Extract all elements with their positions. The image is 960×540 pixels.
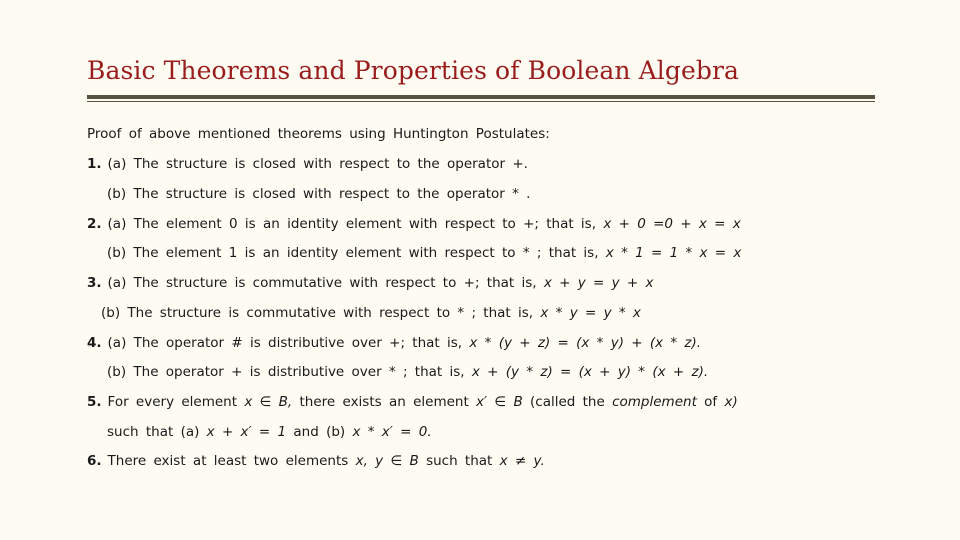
postulate-6 bbox=[87, 453, 545, 469]
postulate-text: and (b) bbox=[286, 424, 353, 440]
postulate-text: (b) The structure is closed with respect to the operator * . bbox=[107, 186, 531, 202]
postulate-5-line2 bbox=[107, 424, 432, 440]
postulate-text: (b) The structure is commutative with respect to * ; that is, bbox=[101, 305, 541, 321]
intro-text: Proof of above mentioned theorems using Huntington Postulates: bbox=[87, 126, 550, 142]
postulate-4b bbox=[107, 364, 708, 380]
postulate-text: (a) The structure is commutative with respect to +; that is, bbox=[107, 275, 544, 291]
postulate-number: 4. bbox=[87, 335, 102, 351]
postulate-text: For every element bbox=[107, 394, 245, 410]
math-expression: x * x′ = 0. bbox=[352, 424, 432, 440]
postulate-number: 5. bbox=[87, 394, 102, 410]
postulate-3a bbox=[87, 275, 654, 291]
postulate-1b bbox=[107, 186, 530, 202]
math-expression: x + x′ = 1 bbox=[206, 424, 287, 440]
math-expression: x, y ∈ B bbox=[355, 453, 419, 469]
emphasis-term: complement bbox=[612, 394, 697, 410]
postulate-text: (called the bbox=[522, 394, 613, 410]
postulate-text: such that bbox=[418, 453, 500, 469]
postulate-4a bbox=[87, 335, 701, 351]
postulate-text: of bbox=[696, 394, 725, 410]
postulate-text: there exists an element bbox=[292, 394, 477, 410]
postulate-text: (a) The operator # is distributive over +; that is, bbox=[107, 335, 470, 351]
postulate-1a bbox=[87, 156, 528, 172]
postulate-text: (b) The operator + is distributive over * ; that is, bbox=[107, 364, 472, 380]
math-expression: x * y = y * x bbox=[540, 305, 641, 321]
math-expression: x) bbox=[724, 394, 738, 410]
postulate-2a bbox=[87, 216, 741, 232]
math-expression: x′ ∈ B bbox=[476, 394, 523, 410]
math-expression: x + 0 =0 + x = x bbox=[603, 216, 741, 232]
math-expression: x * 1 = 1 * x = x bbox=[605, 245, 742, 261]
postulate-2b bbox=[107, 245, 741, 261]
math-expression: x ∈ B, bbox=[244, 394, 293, 410]
postulate-number: 6. bbox=[87, 453, 102, 469]
postulate-number: 2. bbox=[87, 216, 102, 232]
math-expression: x + y = y + x bbox=[543, 275, 654, 291]
postulate-text: (b) The element 1 is an identity element with respect to * ; that is, bbox=[107, 245, 606, 261]
postulate-text: (a) The element 0 is an identity element with respect to +; that is, bbox=[107, 216, 604, 232]
postulate-5-line1 bbox=[87, 394, 738, 410]
postulate-3b bbox=[101, 305, 641, 321]
math-expression: x * (y + z) = (x * y) + (x * z). bbox=[469, 335, 702, 351]
postulate-text: There exist at least two elements bbox=[107, 453, 356, 469]
slide-title: Basic Theorems and Properties of Boolean Algebra bbox=[87, 56, 740, 85]
postulate-text: such that (a) bbox=[107, 424, 207, 440]
math-expression: x ≠ y. bbox=[499, 453, 545, 469]
postulate-number: 3. bbox=[87, 275, 102, 291]
postulate-number: 1. bbox=[87, 156, 102, 172]
postulate-text: (a) The structure is closed with respect to the operator +. bbox=[107, 156, 528, 172]
math-expression: x + (y * z) = (x + y) * (x + z). bbox=[471, 364, 709, 380]
